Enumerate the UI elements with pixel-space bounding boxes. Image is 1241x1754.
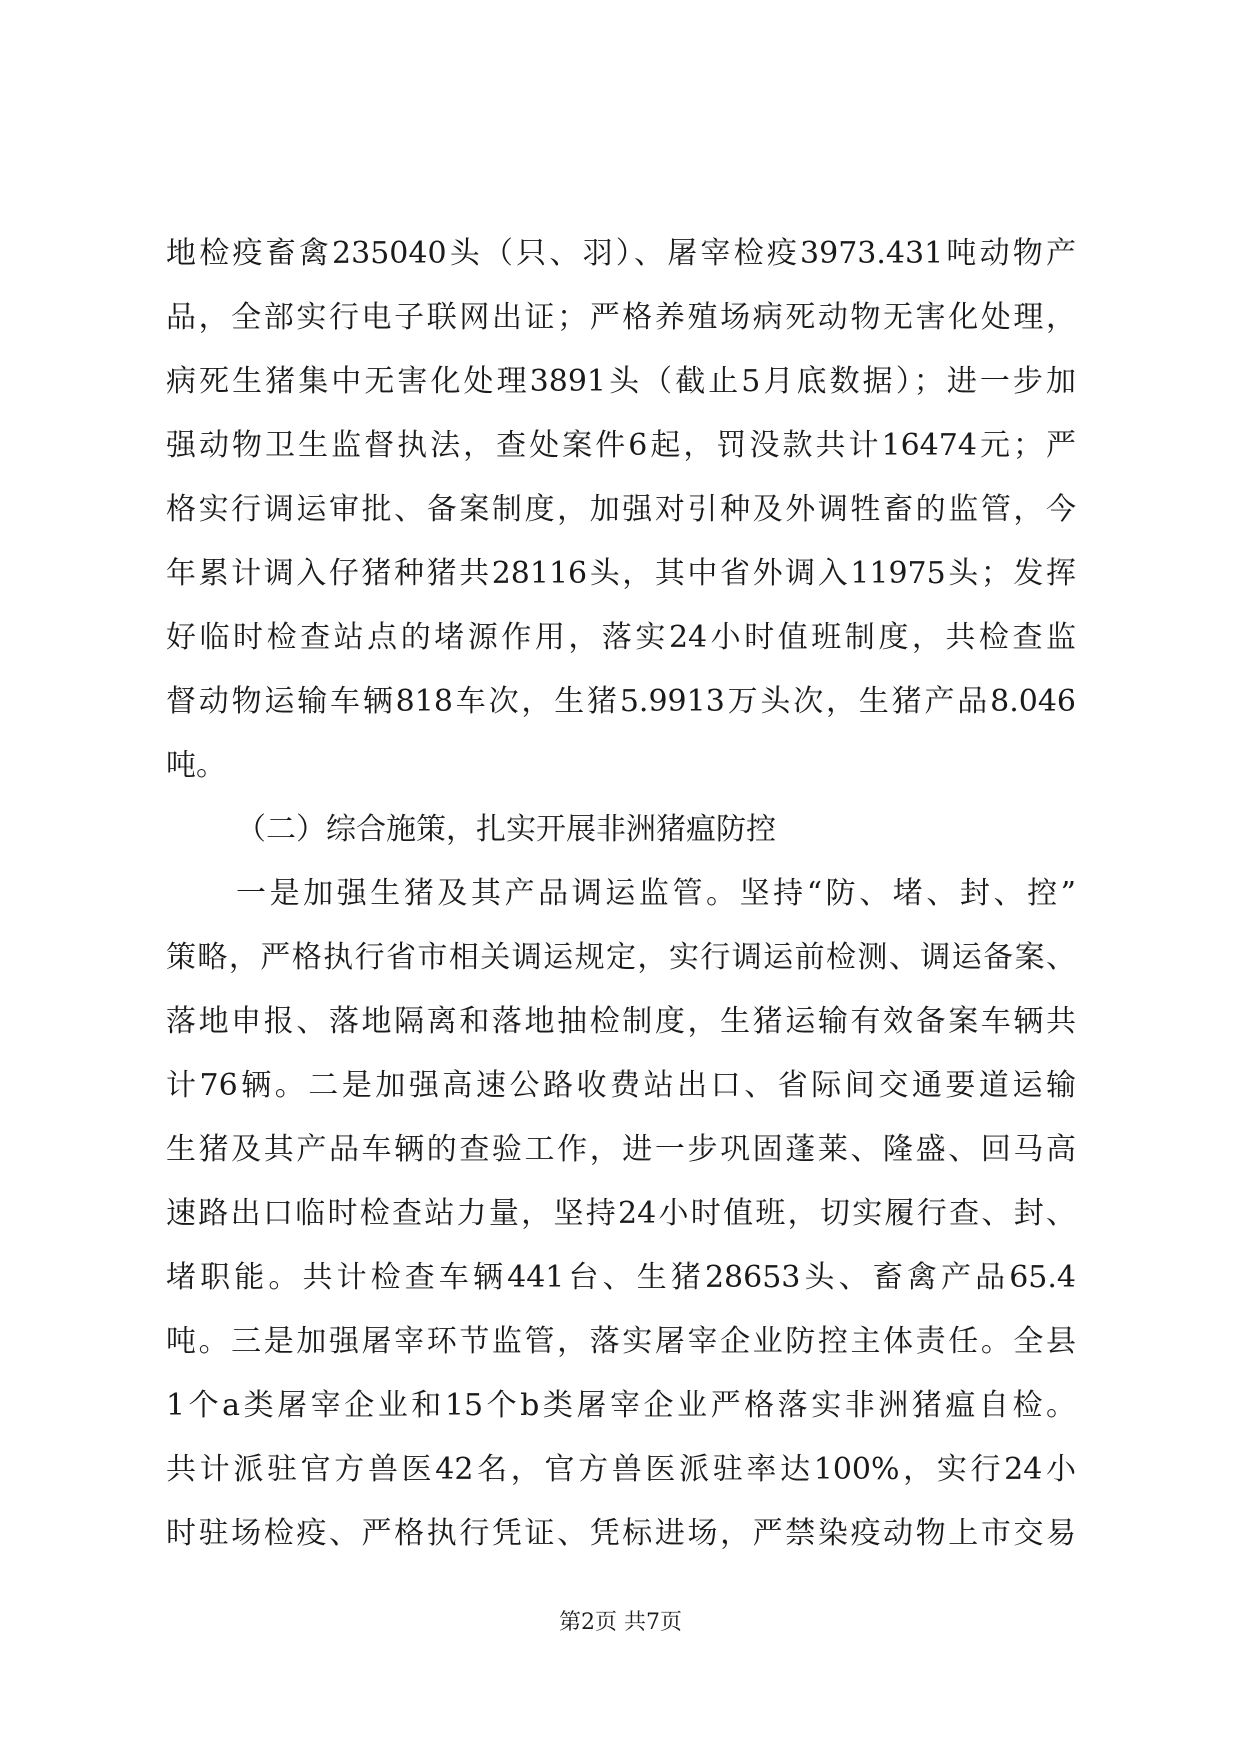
text-line: 地检疫畜禽235040头（只、羽）、屠宰检疫3973.431吨动物产 bbox=[166, 236, 1076, 271]
text-line: 强动物卫生监督执法，查处案件6起，罚没款共计16474元；严 bbox=[166, 428, 1076, 463]
text-line: 共计派驻官方兽医42名，官方兽医派驻率达100%，实行24小 bbox=[166, 1452, 1076, 1487]
text-line: 生猪及其产品车辆的查验工作，进一步巩固蓬莱、隆盛、回马高 bbox=[166, 1132, 1076, 1167]
text-line: 年累计调入仔猪种猪共28116头，其中省外调入11975头；发挥 bbox=[166, 556, 1076, 591]
text-line: 堵职能。共计检查车辆441台、生猪28653头、畜禽产品65.4 bbox=[166, 1260, 1076, 1295]
page-footer: 第2页 共7页 bbox=[559, 1610, 682, 1635]
text-line: （二）综合施策，扎实开展非洲猪瘟防控 bbox=[236, 812, 776, 847]
text-line: 吨。三是加强屠宰环节监管，落实屠宰企业防控主体责任。全县 bbox=[166, 1324, 1076, 1359]
text-line: 品，全部实行电子联网出证；严格养殖场病死动物无害化处理， bbox=[166, 300, 1076, 335]
text-line: 好临时检查站点的堵源作用，落实24小时值班制度，共检查监 bbox=[166, 620, 1076, 655]
text-line: 策略，严格执行省市相关调运规定，实行调运前检测、调运备案、 bbox=[166, 940, 1076, 975]
text-line: 格实行调运审批、备案制度，加强对引种及外调牲畜的监管，今 bbox=[166, 492, 1076, 527]
text-line: 督动物运输车辆818车次，生猪5.9913万头次，生猪产品8.046 bbox=[166, 684, 1076, 719]
text-line: 1个a类屠宰企业和15个b类屠宰企业严格落实非洲猪瘟自检。 bbox=[166, 1388, 1076, 1423]
text-line: 一是加强生猪及其产品调运监管。坚持“防、堵、封、控” bbox=[236, 876, 1076, 911]
text-line: 病死生猪集中无害化处理3891头（截止5月底数据）；进一步加 bbox=[166, 364, 1076, 399]
text-line: 计76辆。二是加强高速公路收费站出口、省际间交通要道运输 bbox=[166, 1068, 1076, 1103]
text-line: 吨。 bbox=[166, 748, 226, 783]
body-text bbox=[166, 222, 1076, 1566]
text-line: 落地申报、落地隔离和落地抽检制度，生猪运输有效备案车辆共 bbox=[166, 1004, 1076, 1039]
text-line: 时驻场检疫、严格执行凭证、凭标进场，严禁染疫动物上市交易 bbox=[166, 1516, 1076, 1551]
text-line: 速路出口临时检查站力量，坚持24小时值班，切实履行查、封、 bbox=[166, 1196, 1076, 1231]
